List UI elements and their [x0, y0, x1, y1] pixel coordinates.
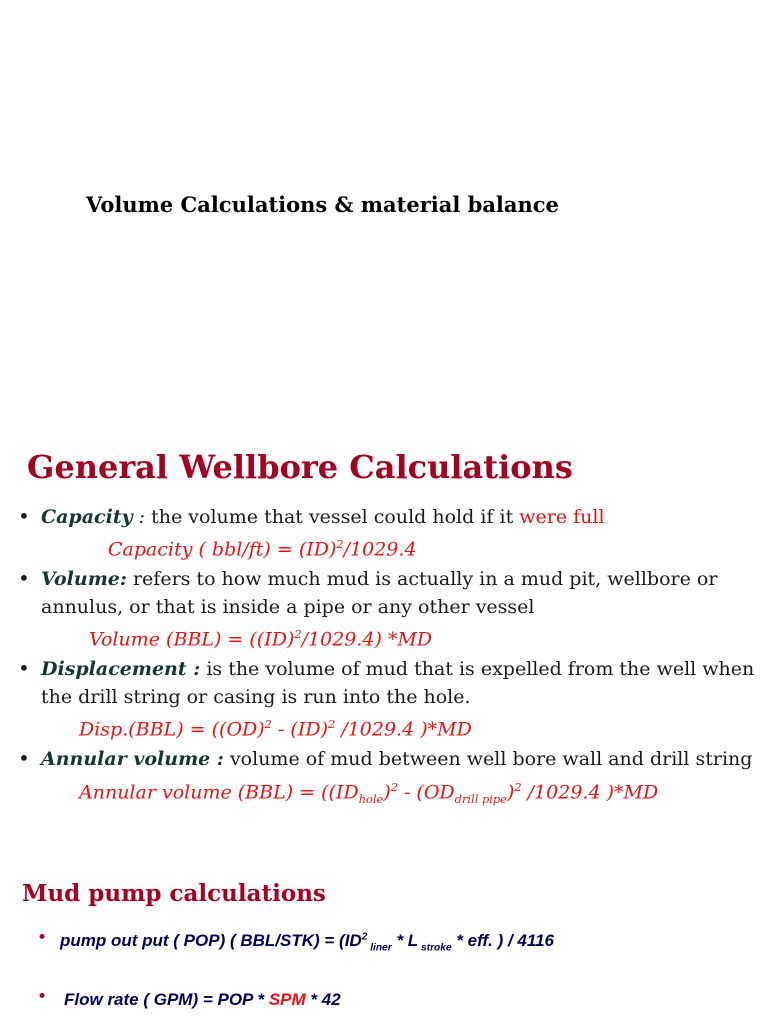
annular-formula-sup2: 2	[514, 780, 522, 794]
capacity-formula-end: /1029.4	[343, 538, 417, 561]
annular-formula-sub2: drill pipe	[454, 792, 507, 807]
pop-a: pump out put ( POP) ( BBL/STK) = (ID	[60, 931, 362, 950]
displacement-line1: is the volume of mud that is expelled from the well when	[200, 658, 755, 680]
capacity-formula	[108, 537, 417, 560]
pump-output-formula	[60, 931, 554, 953]
bullet-displacement: •	[18, 656, 30, 680]
annular-formula	[79, 780, 658, 806]
capacity-text: the volume that vessel could hold if it	[145, 506, 520, 528]
bullet-pop: •	[37, 928, 48, 948]
volume-definition-line1	[41, 568, 717, 590]
pop-b: * L	[391, 931, 419, 950]
volume-definition-line2: annulus, or that is inside a pipe or any other vessel	[41, 596, 535, 618]
annular-formula-sub1: hole	[358, 792, 384, 807]
flow-rate-formula	[64, 990, 341, 1010]
volume-term: Volume:	[41, 568, 127, 590]
volume-formula	[89, 627, 432, 650]
pop-c: * eff. ) / 4116	[451, 931, 554, 950]
capacity-formula-a: Capacity ( bbl/ft) = (ID)	[108, 538, 337, 561]
displacement-definition-line1	[41, 658, 754, 680]
flow-spm: SPM	[268, 990, 306, 1009]
annular-text: volume of mud between well bore wall and drill string	[223, 748, 753, 770]
flow-a: Flow rate ( GPM) = POP *	[64, 990, 269, 1009]
slide-title-general-wellbore: General Wellbore Calculations	[27, 448, 573, 486]
pop-sub-stroke: stroke	[418, 942, 452, 954]
volume-line1: refers to how much mud is actually in a mud pit, wellbore or	[126, 568, 718, 590]
annular-formula-sup1: 2	[390, 780, 398, 794]
capacity-term: Capacity	[41, 506, 133, 528]
bullet-flow: •	[37, 987, 48, 1007]
pop-sub-liner: liner	[367, 942, 392, 954]
bullet-volume: •	[18, 566, 30, 590]
disp-formula-b: - (ID)	[271, 718, 329, 741]
displacement-formula	[79, 717, 472, 740]
annular-definition	[41, 748, 752, 770]
annular-term: Annular volume :	[41, 748, 224, 770]
capacity-highlight: were full	[519, 506, 605, 528]
capacity-formula-sup: 2	[336, 537, 344, 551]
volume-formula-end: /1029.4) *MD	[301, 628, 433, 651]
displacement-term: Displacement :	[41, 658, 201, 680]
annular-formula-b: )	[383, 781, 391, 804]
disp-formula-c: /1029.4 )*MD	[335, 718, 472, 741]
volume-formula-sup: 2	[294, 627, 302, 641]
capacity-definition	[41, 506, 605, 528]
volume-formula-a: Volume (BBL) = ((ID)	[89, 628, 295, 651]
flow-b: * 42	[305, 990, 341, 1009]
disp-formula-sup2: 2	[328, 717, 336, 731]
displacement-definition-line2: the drill string or casing is run into the hole.	[41, 686, 471, 708]
bullet-annular: •	[18, 746, 30, 770]
disp-formula-a: Disp.(BBL) = ((OD)	[79, 718, 265, 741]
annular-formula-a: Annular volume (BBL) = ((ID	[79, 781, 359, 804]
annular-formula-c: - (OD	[397, 781, 455, 804]
pop-sup: 2	[361, 931, 368, 943]
disp-formula-sup1: 2	[264, 717, 272, 731]
annular-formula-e: /1029.4 )*MD	[521, 781, 659, 804]
slide-title-mud-pump: Mud pump calculations	[22, 880, 326, 907]
slide-title-volume-calculations: Volume Calculations & material balance	[86, 192, 559, 217]
annular-formula-d: )	[506, 781, 515, 804]
bullet-capacity: •	[18, 504, 30, 528]
capacity-sep: :	[132, 506, 146, 528]
